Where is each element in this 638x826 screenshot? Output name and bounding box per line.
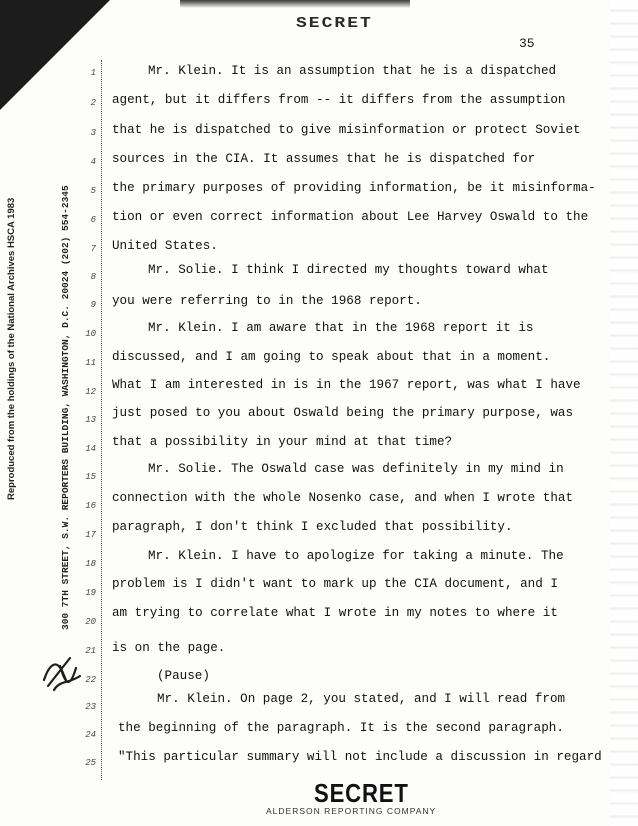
archives-reproduction-stamp: Reproduced from the holdings of the National Archives HSCA 1983: [6, 197, 17, 500]
transcript-line: the beginning of the paragraph. It is the second paragraph.: [118, 721, 564, 735]
transcript-line: that he is dispatched to give misinformation or protect Soviet: [112, 123, 581, 137]
line-number: 15: [85, 472, 96, 482]
line-number: 21: [85, 646, 96, 656]
line-number: 7: [90, 244, 96, 254]
line-number: 16: [85, 501, 96, 511]
line-number: 14: [85, 444, 96, 454]
transcript-line: paragraph, I don't think I excluded that possibility.: [112, 520, 513, 534]
transcript-line: Mr. Solie. I think I directed my thoughts toward what: [148, 263, 549, 277]
line-number: 20: [85, 617, 96, 627]
line-number: 19: [85, 588, 96, 598]
line-number: 9: [90, 300, 96, 310]
transcript-line: just posed to you about Oswald being the primary purpose, was: [112, 406, 574, 420]
line-number: 17: [85, 530, 96, 540]
scan-top-shadow: [180, 0, 410, 8]
transcript-line: (Pause): [157, 669, 210, 683]
transcript-line: United States.: [112, 239, 218, 253]
transcript-line: What I am interested in is in the 1967 report, was what I have: [112, 378, 581, 392]
line-number: 6: [90, 215, 96, 225]
transcript-line: Mr. Klein. I am aware that in the 1968 report it is: [148, 321, 534, 335]
reporting-company-name: ALDERSON REPORTING COMPANY: [266, 806, 437, 816]
transcript-line: you were referring to in the 1968 report.: [112, 294, 422, 308]
transcript-line: Mr. Solie. The Oswald case was definitely in my mind in: [148, 462, 564, 476]
line-number: 24: [85, 730, 96, 740]
line-number: 10: [85, 329, 96, 339]
margin-rule: [101, 60, 102, 780]
transcript-line: Mr. Klein. On page 2, you stated, and I will read from: [157, 692, 566, 706]
page-number: 35: [519, 36, 535, 51]
transcript-line: is on the page.: [112, 641, 226, 655]
line-number: 25: [85, 758, 96, 768]
transcript-line: agent, but it differs from -- it differs from the assumption: [112, 93, 566, 107]
line-number: 18: [85, 559, 96, 569]
line-number: 23: [85, 702, 96, 712]
line-number: 5: [90, 186, 96, 196]
transcript-line: tion or even correct information about Lee Harvey Oswald to the: [112, 210, 589, 224]
transcript-line: "This particular summary will not include a discussion in regard: [118, 750, 602, 764]
line-number: 13: [85, 415, 96, 425]
transcript-line: that a possibility in your mind at that time?: [112, 435, 453, 449]
transcript-line: sources in the CIA. It assumes that he is dispatched for: [112, 152, 536, 166]
header-secret-stamp: SECRET: [296, 16, 373, 32]
transcript-line: discussed, and I am going to speak about that in a moment.: [112, 350, 551, 364]
reporter-address-stamp: 300 7TH STREET, S.W. REPORTERS BUILDING, WASHINGTON, D.C. 20024 (202) 554-2345: [60, 185, 71, 630]
line-number: 4: [90, 157, 96, 167]
line-number: 2: [90, 98, 96, 108]
transcript-line: connection with the whole Nosenko case, and when I wrote that: [112, 491, 574, 505]
scan-corner-shadow: [0, 0, 110, 110]
line-number: 3: [90, 128, 96, 138]
handwritten-initials-mark: [40, 650, 84, 694]
transcript-line: Mr. Klein. It is an assumption that he is a dispatched: [148, 64, 557, 78]
line-number: 8: [90, 272, 96, 282]
footer-secret-stamp: SECRET: [314, 778, 409, 808]
transcript-line: problem is I didn't want to mark up the CIA document, and I: [112, 577, 558, 591]
transcript-line: am trying to correlate what I wrote in my notes to where it: [112, 606, 558, 620]
line-number: 22: [85, 675, 96, 685]
line-number: 1: [90, 68, 96, 78]
transcript-line: the primary purposes of providing information, be it misinforma-: [112, 181, 596, 195]
transcript-line: Mr. Klein. I have to apologize for taking a minute. The: [148, 549, 564, 563]
scan-edge-noise: [610, 0, 638, 826]
line-number: 11: [85, 358, 96, 368]
line-number: 12: [85, 387, 96, 397]
